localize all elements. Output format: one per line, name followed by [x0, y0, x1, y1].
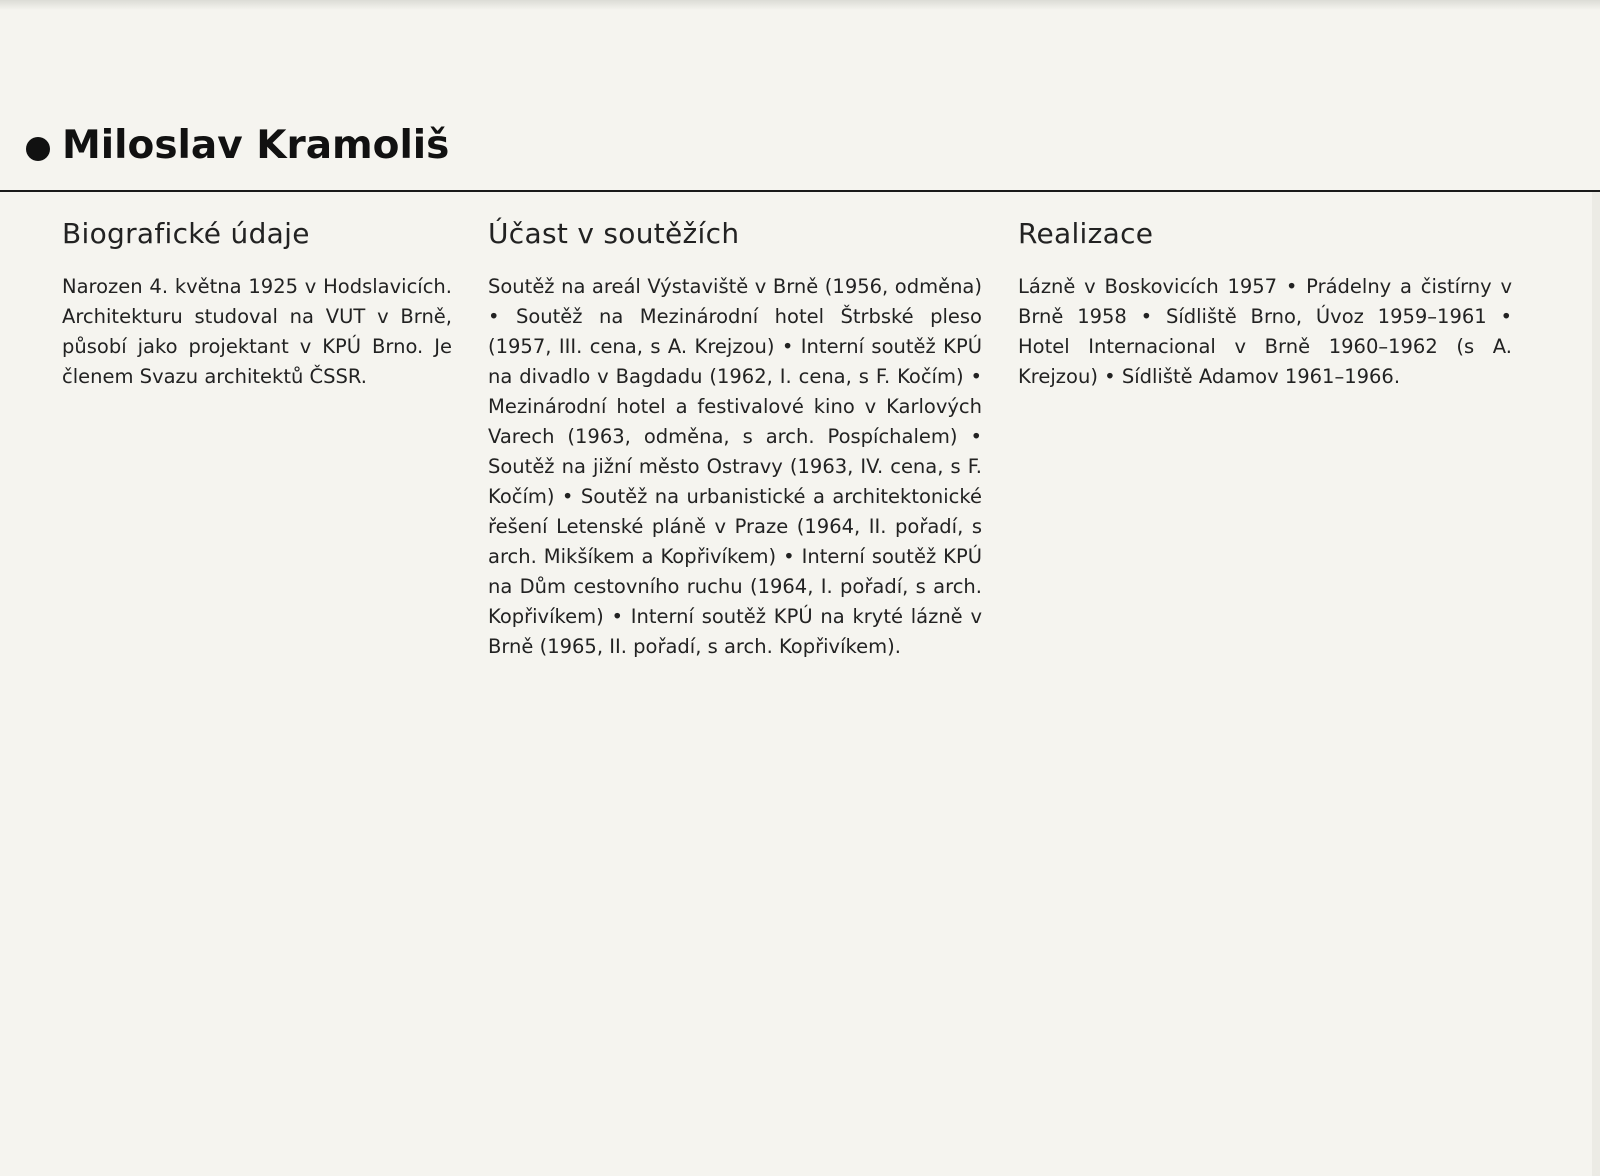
bullet-icon [26, 137, 50, 161]
competitions-text: Soutěž na areál Výstaviště v Brně (1956, odměna) • Soutěž na Mezinárodní hotel Štrbské pleso (1957, III. cena, s A. Krejzou) • Interní soutěž KPÚ na divadlo v Bagdadu (1962, I. cena, s F. Kočím) • Mezinárodní hotel a festivalové kino v Karlových Varech (1963, odměna, s arch. Pospíchalem) • Soutěž na jižní město Ostravy (1963, IV. cena, s F. Kočím) • Soutěž na urbanistické a architektonické řešení Letenské pláně v Praze (1964, II. pořadí, s arch. Mikšíkem a Kopřivíkem) • Interní soutěž KPÚ na Dům cestovního ruchu (1964, I. pořadí, s arch. Kopřivíkem) • Interní soutěž KPÚ na kryté lázně v Brně (1965, II. pořadí, s arch. Kopřivíkem). [488, 275, 982, 659]
page-right-edge [1592, 190, 1600, 1176]
header-divider [0, 190, 1600, 192]
competitions-heading: Účast v soutěžích [488, 217, 740, 250]
person-name: Miloslav Kramoliš [62, 123, 450, 168]
page-header [26, 123, 450, 168]
biography-column [62, 216, 452, 392]
page-top-shadow [0, 0, 1600, 10]
biography-text: Narozen 4. května 1925 v Hodslavicích. Architekturu studoval na VUT v Brně, působí jako projektant v KPÚ Brno. Je členem Svazu architektů ČSSR. [62, 275, 452, 389]
competitions-column [488, 216, 982, 662]
biography-heading: Biografické údaje [62, 217, 310, 250]
realizations-text: Lázně v Boskovicích 1957 • Prádelny a čistírny v Brně 1958 • Sídliště Brno, Úvoz 1959–1961 • Hotel Internacional v Brně 1960–1962 (s A. Krejzou) • Sídliště Adamov 1961–1966. [1018, 275, 1512, 389]
realizations-heading: Realizace [1018, 217, 1154, 250]
realizations-column [1018, 216, 1512, 392]
